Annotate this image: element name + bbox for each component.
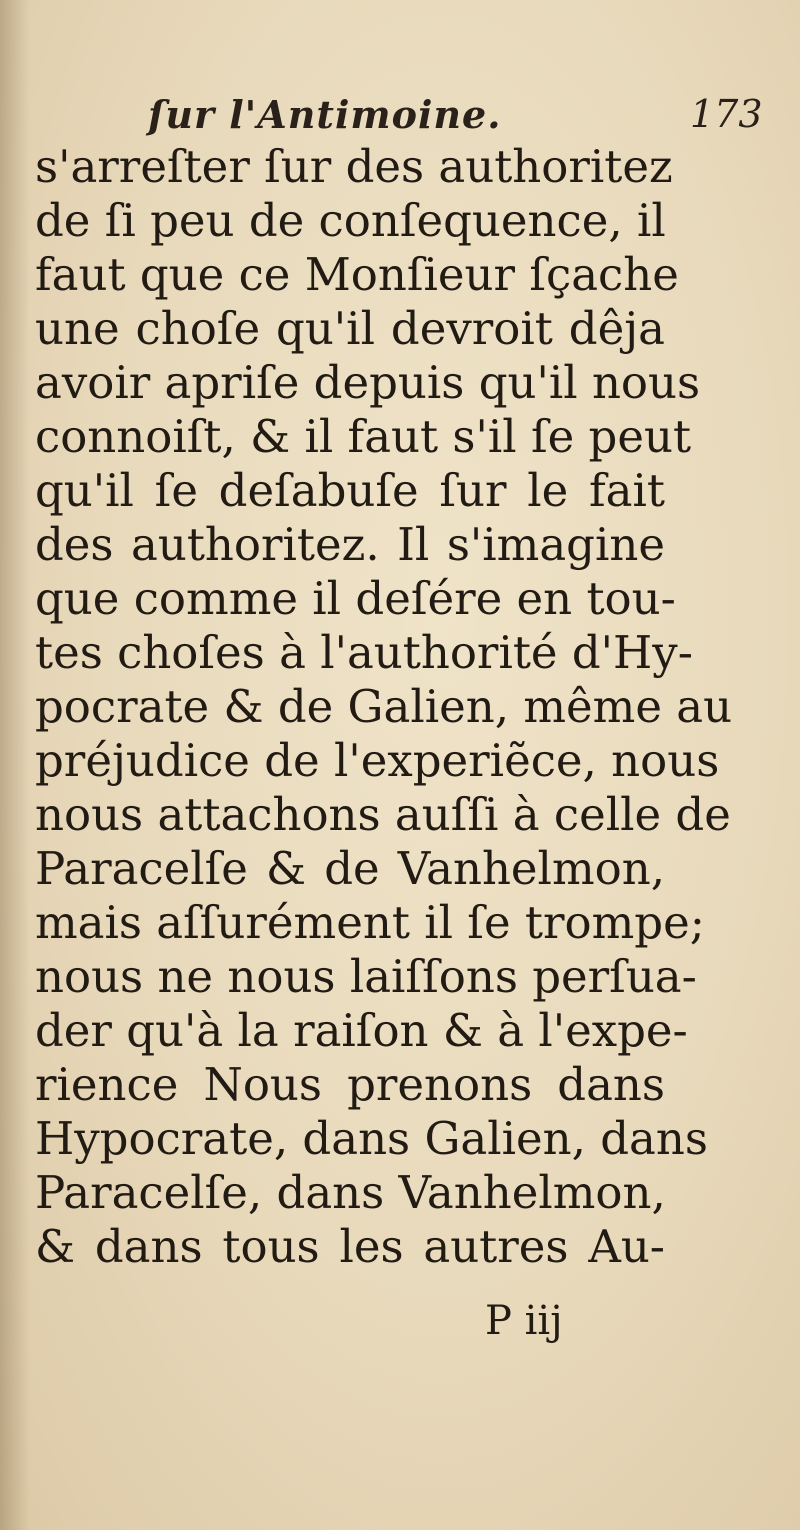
text-line: Paracelſe & de Vanhelmon, (35, 842, 665, 895)
spine-shadow (0, 0, 30, 1530)
text-line: tes choſes à l'authorité d'Hy- (35, 626, 693, 679)
text-line: der qu'à la raiſon & à l'expe- (35, 1004, 688, 1057)
text-line: nous attachons auſſi à celle de (35, 788, 731, 841)
text-line: connoiſt, & il faut s'il ſe peut (35, 410, 692, 463)
text-line: mais aſſurément il ſe trompe; (35, 896, 705, 949)
body-text (35, 140, 733, 1274)
signature-mark: P iij (485, 1298, 563, 1344)
text-line: faut que ce Monſieur ſçache (35, 248, 679, 301)
text-line: Hypocrate, dans Galien, dans (35, 1112, 708, 1165)
text-line: s'arreſter ſur des authoritez (35, 140, 673, 193)
text-line: Paracelſe, dans Vanhelmon, (35, 1166, 666, 1219)
running-title: ſur l'Antimoine. (148, 92, 502, 137)
text-line: que comme il deſére en tou- (35, 572, 676, 625)
text-line: une choſe qu'il devroit dêja (35, 302, 665, 355)
text-line: préjudice de l'experiẽce, nous (35, 734, 720, 787)
text-line: qu'il ſe deſabuſe ſur le fait (35, 464, 665, 517)
text-line: & dans tous les autres Au- (35, 1220, 665, 1273)
text-line: pocrate & de Galien, même au (35, 680, 733, 733)
page-number: 173 (690, 92, 763, 136)
text-line: de ſi peu de conſequence, il (35, 194, 666, 247)
text-line: nous ne nous laiſſons perſua- (35, 950, 697, 1003)
text-line: rience Nous prenons dans (35, 1058, 665, 1111)
text-line: des authoritez. Il s'imagine (35, 518, 665, 571)
running-head (0, 92, 800, 142)
text-line: avoir apriſe depuis qu'il nous (35, 356, 701, 409)
